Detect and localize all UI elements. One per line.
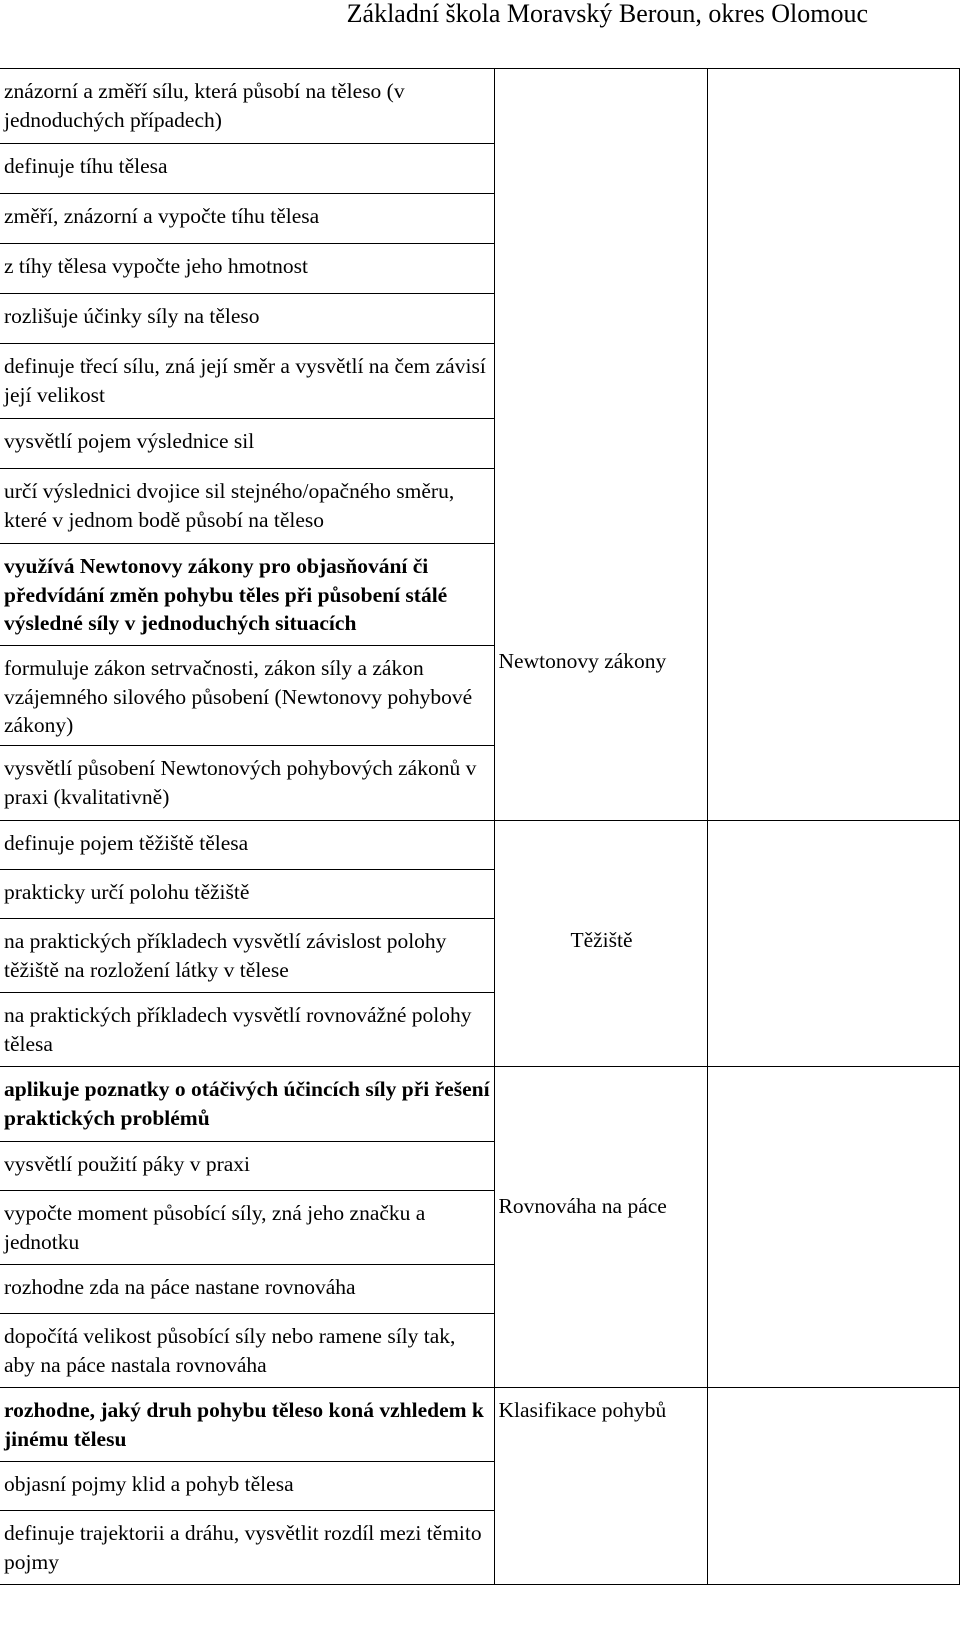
learning-outcome: vypočte moment působící síly, zná jeho značku a jednotku: [0, 1191, 494, 1265]
learning-outcome: prakticky určí polohu těžiště: [0, 870, 494, 919]
learning-outcome: na praktických příkladech vysvětlí závislost polohy těžiště na rozložení látky v tělese: [0, 919, 494, 993]
topic-cell: Klasifikace pohybů: [494, 1388, 707, 1585]
learning-outcome: vysvětlí použití páky v praxi: [0, 1142, 494, 1191]
learning-outcome: formuluje zákon setrvačnosti, zákon síly a zákon vzájemného silového působení (Newtonovy pohybové zákony): [0, 646, 494, 746]
learning-outcome: definuje trajektorii a dráhu, vysvětlit rozdíl mezi těmito pojmy: [0, 1511, 494, 1585]
topic-cell: Rovnováha na páce: [494, 1067, 707, 1388]
learning-outcome: na praktických příkladech vysvětlí rovnovážné polohy tělesa: [0, 993, 494, 1067]
learning-outcome: definuje třecí sílu, zná její směr a vysvětlí na čem závisí její velikost: [0, 344, 494, 419]
curriculum-table: [0, 68, 960, 1585]
learning-outcome: z tíhy tělesa vypočte jeho hmotnost: [0, 244, 494, 294]
table-row: [0, 69, 959, 144]
notes-cell: [707, 69, 959, 821]
table-row: [0, 821, 959, 870]
learning-outcome: objasní pojmy klid a pohyb tělesa: [0, 1462, 494, 1511]
notes-cell: [707, 821, 959, 1067]
learning-outcome: vysvětlí pojem výslednice sil: [0, 419, 494, 469]
learning-outcome: rozhodne, jaký druh pohybu těleso koná vzhledem k jinému tělesu: [0, 1388, 494, 1462]
learning-outcome: rozhodne zda na páce nastane rovnováha: [0, 1265, 494, 1314]
learning-outcome: definuje pojem těžiště tělesa: [0, 821, 494, 870]
learning-outcome: znázorní a změří sílu, která působí na těleso (v jednoduchých případech): [0, 69, 494, 144]
table-row: [0, 1067, 959, 1142]
learning-outcome: definuje tíhu tělesa: [0, 144, 494, 194]
topic-cell: Newtonovy zákony: [494, 69, 707, 821]
learning-outcome: určí výslednici dvojice sil stejného/opačného směru, které v jednom bodě působí na těleso: [0, 469, 494, 544]
learning-outcome: vysvětlí působení Newtonových pohybových zákonů v praxi (kvalitativně): [0, 746, 494, 821]
learning-outcome: využívá Newtonovy zákony pro objasňování či předvídání změn pohybu těles při působení stálé výsledné síly v jednoduchých situacích: [0, 544, 494, 646]
learning-outcome: rozlišuje účinky síly na těleso: [0, 294, 494, 344]
notes-cell: [707, 1067, 959, 1388]
notes-cell: [707, 1388, 959, 1585]
learning-outcome: dopočítá velikost působící síly nebo ramene síly tak, aby na páce nastala rovnováha: [0, 1314, 494, 1388]
learning-outcome: změří, znázorní a vypočte tíhu tělesa: [0, 194, 494, 244]
table-row: [0, 1388, 959, 1462]
school-header: Základní škola Moravský Beroun, okres Olomouc: [346, 0, 868, 28]
topic-cell: Těžiště: [494, 821, 707, 1067]
learning-outcome: aplikuje poznatky o otáčivých účincích síly při řešení praktických problémů: [0, 1067, 494, 1142]
